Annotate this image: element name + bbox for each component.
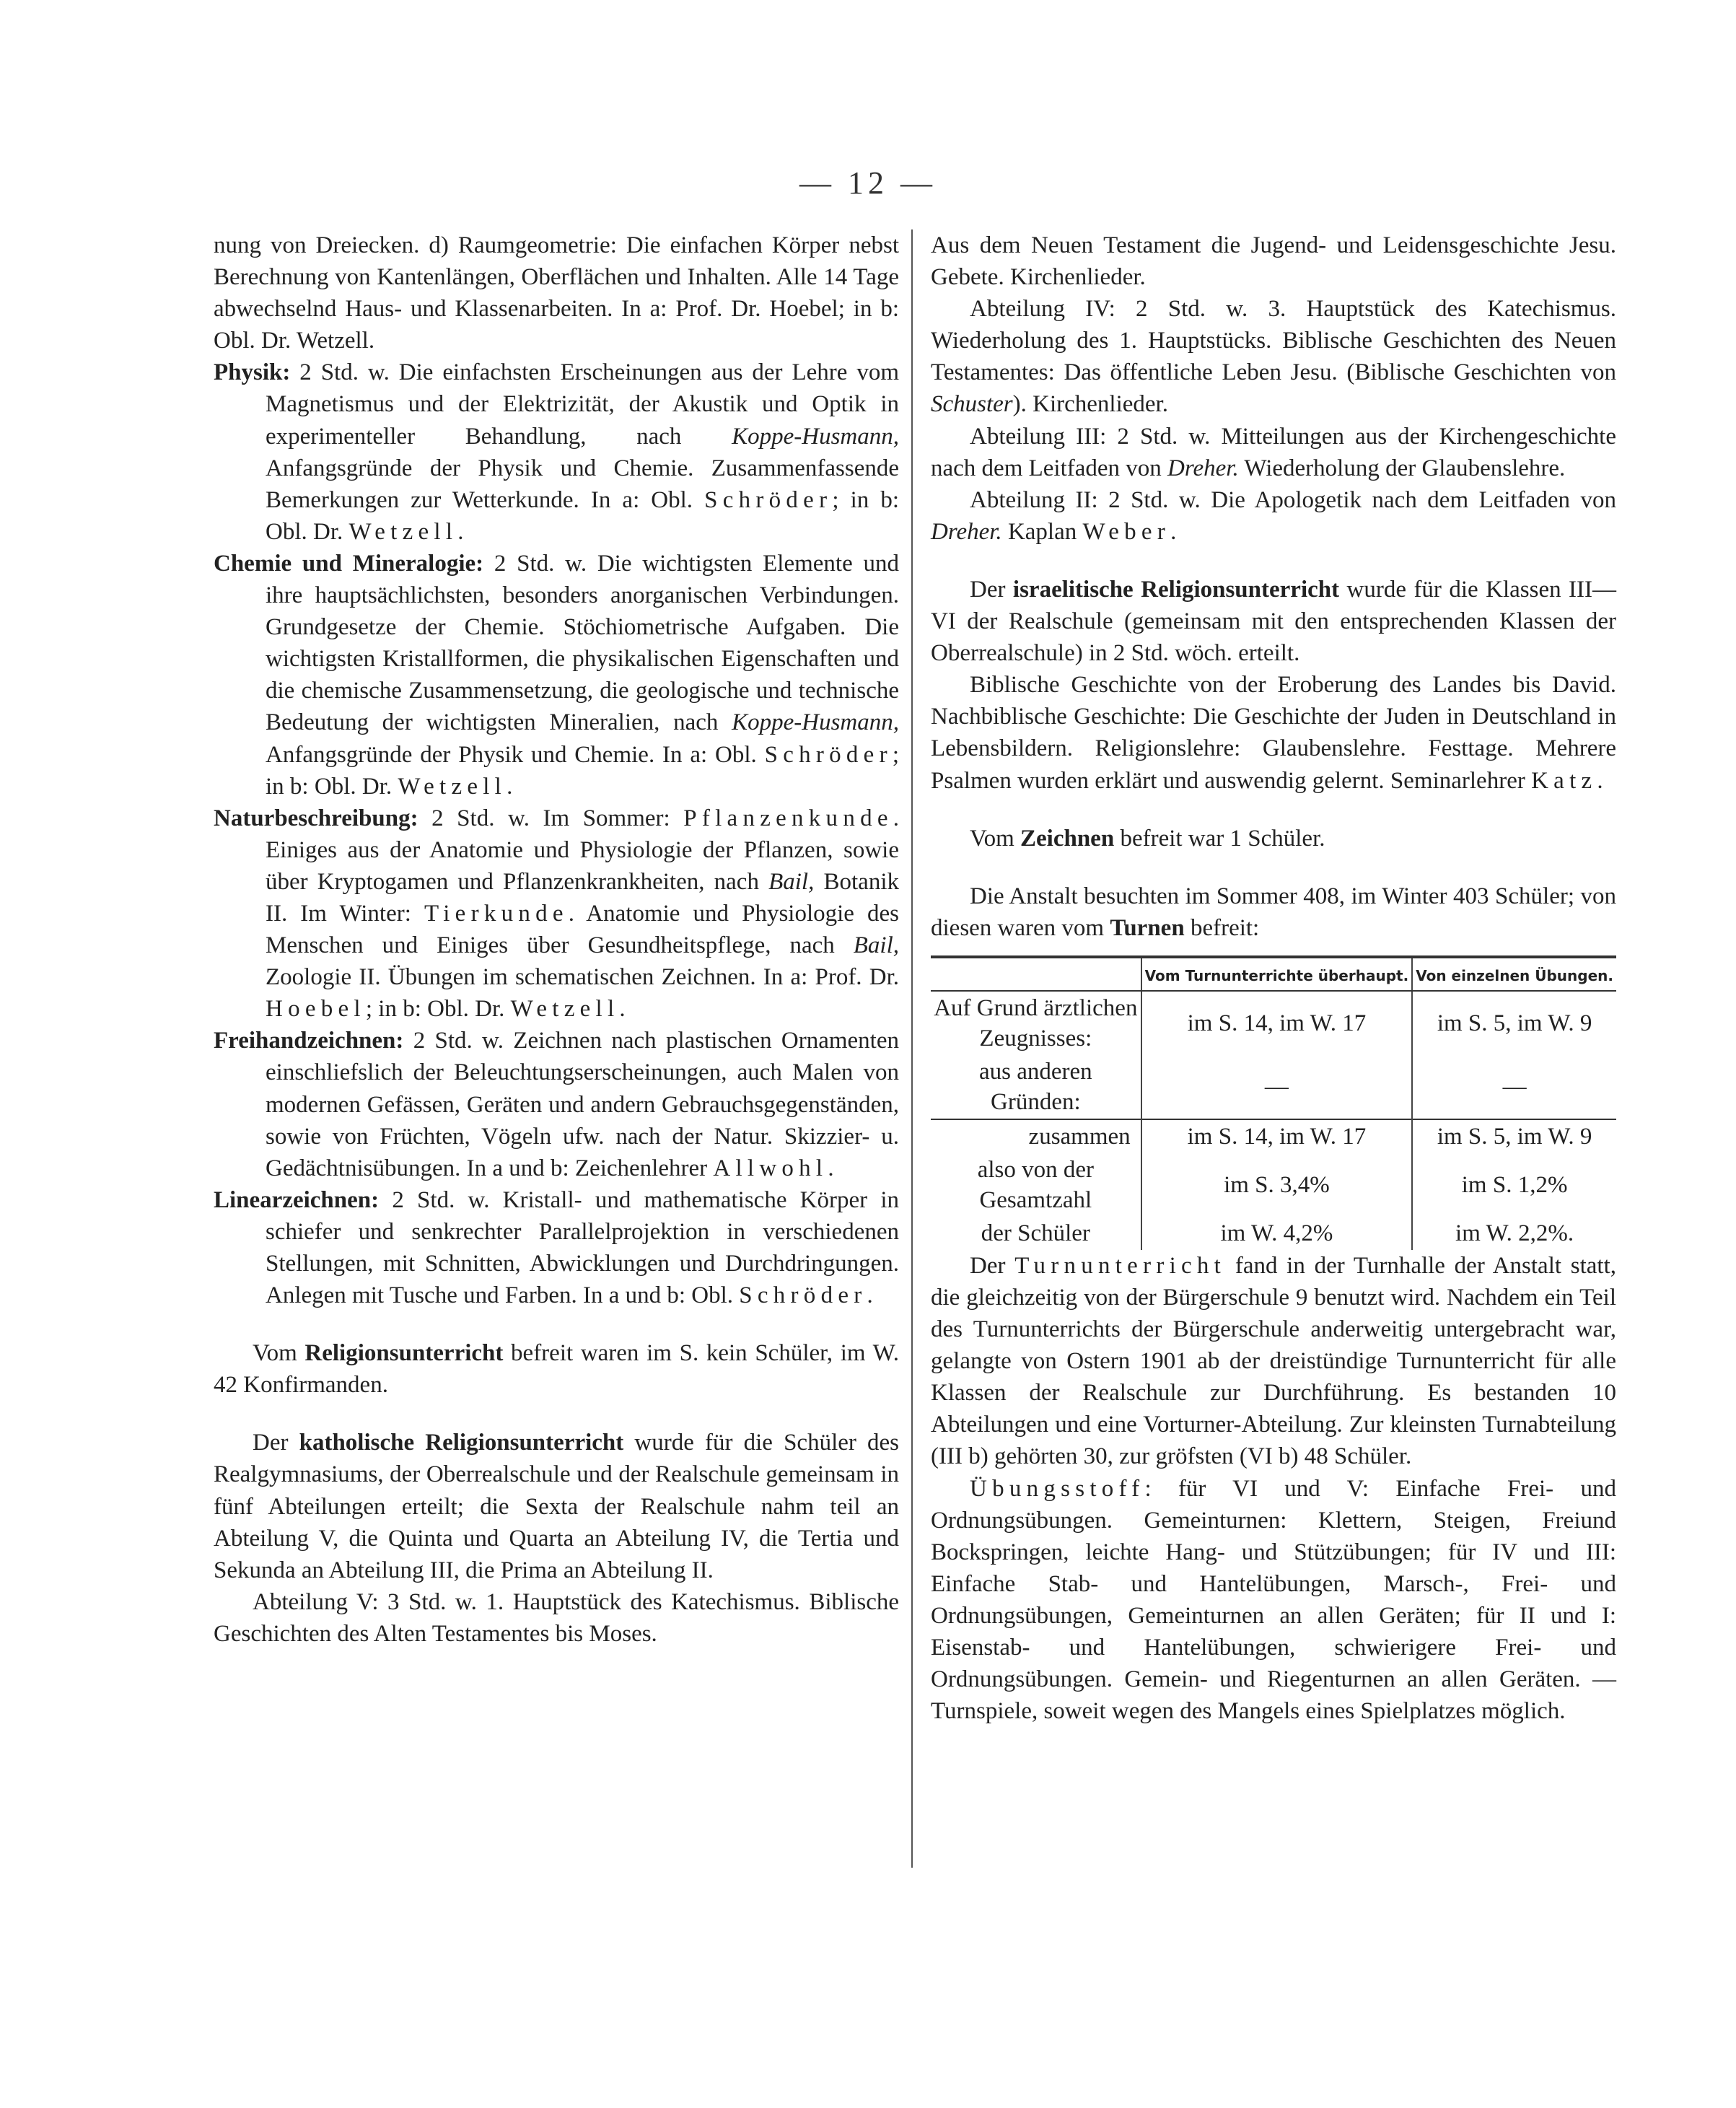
table-row xyxy=(931,1217,1616,1250)
table-cell: also von der Gesamtzahl xyxy=(977,1156,1094,1213)
subject-freihandzeichnen: Freihandzeichnen: 2 Std. w. Zeichnen nach plastischen Ornamenten einschliefslich der Beleuchtungserscheinungen, auch Malen von modernen Gefässen, Geräten und andern Gebrauchsgegenständen, sowie von Früchten, Vögeln ufw. nach der Natur. Skizzier- u. Gedächtnisübungen. In a und b: Zeichenlehrer Allwohl. xyxy=(214,1028,899,1181)
paragraph-raumgeometrie: nung von Dreiecken. d) Raumgeometrie: Die einfachen Körper nebst Berechnung von Kantenlängen, Oberflächen und Inhalten. Alle 14 Tage abwechselnd Haus- und Klassenarbeiten. In a: Prof. Dr. Hoebel; in b: Obl. Dr. Wetzell. xyxy=(214,232,899,354)
paragraph-exercises: Übungsstoff: für VI und V: Einfache Frei- und Ordnungsübungen. Gemeinturnen: Klettern, Steigen, Freiund Bockspringen, leichte Hang- und Stützübungen; für IV und III: Einfache Stab- und Hantelübungen, Marsch-, Frei- und Ordnungsübungen, Gemeinturnen an allen Geräten; für II und I: Eisenstab- und Hantelübungen, schwierigere Frei- und Ordnungsübungen. Gemein- und Riegenturnen an allen Geräten. — Turnspiele, soweit wegen des Mangels eines Spielplatzes möglich. xyxy=(931,1475,1616,1725)
table-cell: Auf Grund ärztlichen Zeugnisses: xyxy=(934,994,1138,1051)
table-cell: zusammen xyxy=(931,1119,1141,1153)
subject-chemie: Chemie und Mineralogie: 2 Std. w. Die wichtigsten Elemente und ihre hauptsächlichsten, besonders anorganischen Verbindungen. Grundgesetze der Chemie. Stöchiometrische Aufgaben. Die wichtigsten Kristallformen, die physikalischen Eigenschaften und die chemische Zusammensetzung, die geologische und technische Bedeutung der wichtigsten Mineralien, nach Koppe-Husmann, Anfangsgründe der Physik und Chemie. In a: Obl. Schröder; in b: Obl. Dr. Wetzell. xyxy=(214,550,899,800)
paragraph-israelite-religion: Der israelitische Religionsunterricht wurde für die Klassen III—VI der Realschule (gemeinsam mit den entsprechenden Klassen der Oberrealschule) in 2 Std. wöch. erteilt. xyxy=(931,576,1616,667)
table-cell: aus anderen Gründen: xyxy=(979,1058,1092,1115)
left-column xyxy=(214,229,899,1650)
paragraph-attendance: Die Anstalt besuchten im Sommer 408, im Winter 403 Schüler; von diesen waren vom Turnen befreit: xyxy=(931,883,1616,941)
table-header-cell: Von einzelnen Übungen. xyxy=(1412,957,1616,991)
table-cell: im S. 5, im W. 9 xyxy=(1437,1010,1592,1036)
table-row xyxy=(931,1119,1616,1153)
subject-linearzeichnen: Linearzeichnen: 2 Std. w. Kristall- und mathematische Körper in schiefer und senkrechter Parallelprojektion in verschiedenen Stellungen, mit Schnitten, Abwicklungen und Durchdringungen. Anlegen mit Tusche und Farben. In a und b: Obl. Schröder. xyxy=(214,1186,899,1309)
paragraph-religion-exempt: Vom Religionsunterricht befreit waren im S. kein Schüler, im W. 42 Konfirmanden. xyxy=(214,1340,899,1399)
paragraph-abteilung-ii: Abteilung II: 2 Std. w. Die Apologetik nach dem Leitfaden von Dreher. Kaplan Weber. xyxy=(931,486,1616,545)
table-cell: — xyxy=(1502,1073,1527,1100)
table-cell: im S. 1,2% xyxy=(1461,1171,1568,1198)
table-cell: im S. 14, im W. 17 xyxy=(1141,1119,1413,1153)
table-row xyxy=(931,1055,1616,1119)
table-header-cell: Vom Turnunterrichte überhaupt. xyxy=(1141,957,1413,991)
paragraph-abteilung-iii: Abteilung III: 2 Std. w. Mitteilungen aus der Kirchengeschichte nach dem Leitfaden von Dreher. Wiederholung der Glaubenslehre. xyxy=(931,423,1616,481)
paragraph-biblical-history: Biblische Geschichte von der Eroberung des Landes bis David. Nachbiblische Geschichte: Die Geschichte der Juden in Deutschland in Lebensbildern. Religionslehre: Glaubenslehre. Festtage. Mehrere Psalmen wurden erklärt und auswendig gelernt. Seminarlehrer Katz. xyxy=(931,672,1616,794)
paragraph-catholic-religion: Der katholische Religionsunterricht wurde für die Schüler des Realgymnasiums, der Oberrealschule und der Realschule gemeinsam in fünf Abteilungen erteilt; die Sexta der Realschule nahm teil an Abteilung V, die Quinta und Quarta an Abteilung IV, die Tertia und Sekunda an Abteilung III, die Prima an Abteilung II. xyxy=(214,1430,899,1583)
page-number: — 12 — xyxy=(799,165,937,201)
table-row xyxy=(931,1153,1616,1217)
table-cell: — xyxy=(1141,1055,1413,1119)
table-row xyxy=(931,991,1616,1055)
paragraph-new-testament: Aus dem Neuen Testament die Jugend- und Leidensgeschichte Jesu. Gebete. Kirchenlieder. xyxy=(931,232,1616,291)
paragraph-abteilung-iv: Abteilung IV: 2 Std. w. 3. Hauptstück des Katechismus. Wiederholung des 1. Hauptstücks. Biblische Geschichten des Neuen Testamentes: Das öffentliche Leben Jesu. (Biblische Geschichten von Schuster). Kirchenlieder. xyxy=(931,296,1616,418)
table-header-row xyxy=(931,957,1616,991)
table-cell: im S. 3,4% xyxy=(1141,1153,1413,1217)
table-cell: im W. 4,2% xyxy=(1141,1217,1413,1250)
table-cell: der Schüler xyxy=(981,1220,1090,1246)
gym-exemption-table xyxy=(931,955,1616,1250)
table-cell: im S. 5, im W. 9 xyxy=(1412,1119,1616,1153)
subject-physik: Physik: 2 Std. w. Die einfachsten Erscheinungen aus der Lehre vom Magnetismus und der Elektrizität, der Akustik und Optik in experimenteller Behandlung, nach Koppe-Husmann, Anfangsgründe der Physik und Chemie. Zusammenfassende Bemerkungen zur Wetterkunde. In a: Obl. Schröder; in b: Obl. Dr. Wetzell. xyxy=(214,359,899,545)
paragraph-abteilung-v: Abteilung V: 3 Std. w. 1. Hauptstück des Katechismus. Biblische Geschichten des Alten Testamentes bis Moses. xyxy=(214,1588,899,1647)
paragraph-drawing-exempt: Vom Zeichnen befreit war 1 Schüler. xyxy=(970,825,1325,852)
table-cell: im W. 2,2%. xyxy=(1455,1220,1574,1246)
paragraph-gymnastics: Der Turnunterricht fand in der Turnhalle der Anstalt statt, die gleichzeitig von der Bürgerschule 9 benutzt wird. Nachdem ein Teil des Turnunterrichts der Bürgerschule anderweitig untergebracht war, gelangte von Ostern 1901 ab der dreistündige Turnunterricht für alle Klassen der Realschule zur Durchführung. Es bestanden 10 Abteilungen und eine Vorturner-Abteilung. Zur kleinsten Turnabteilung (III b) gehörten 30, zur gröfsten (VI b) 48 Schüler. xyxy=(931,1252,1617,1470)
right-column xyxy=(931,229,1616,1727)
table-cell: im S. 14, im W. 17 xyxy=(1141,991,1413,1055)
table-header-cell xyxy=(931,957,1141,991)
subject-naturbeschreibung: Naturbeschreibung: 2 Std. w. Im Sommer: Pflanzenkunde. Einiges aus der Anatomie und Physiologie der Pflanzen, sowie über Kryptogamen und Pflanzenkrankheiten, nach Bail, Botanik II. Im Winter: Tierkunde. Anatomie und Physiologie des Menschen und Einiges über Gesundheitspflege, nach Bail, Zoologie II. Übungen im schematischen Zeichnen. In a: Prof. Dr. Hoebel; in b: Obl. Dr. Wetzell. xyxy=(214,805,899,1023)
column-divider xyxy=(911,229,913,1868)
